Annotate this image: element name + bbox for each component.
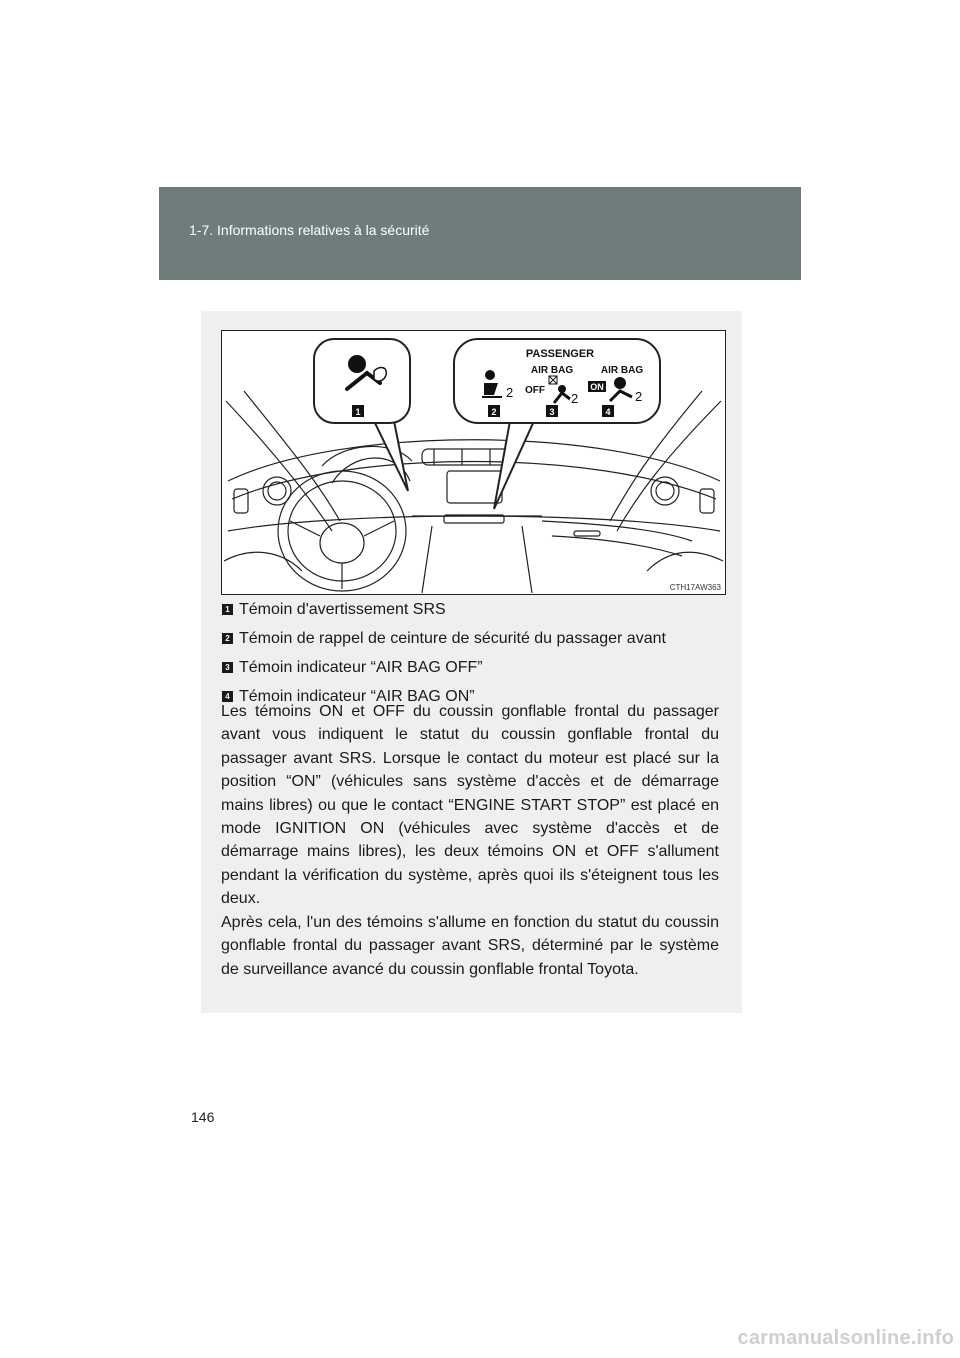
callout-1-number: 1 xyxy=(355,407,361,417)
page-number: 146 xyxy=(191,1109,215,1125)
watermark: carmanualsonline.info xyxy=(737,1327,954,1349)
legend-text-1: Témoin d'avertissement SRS xyxy=(239,600,446,618)
off-num-2: 2 xyxy=(571,391,579,406)
legend-text-4: Témoin indicateur “AIR BAG ON” xyxy=(239,687,475,705)
airbag-on-label: AIR BAG xyxy=(600,365,644,376)
content-box xyxy=(201,311,742,1013)
off-text: OFF xyxy=(525,385,545,396)
passenger-label: PASSENGER xyxy=(525,348,595,360)
legend-number-3: 3 xyxy=(222,662,233,673)
dashboard-illustration xyxy=(222,331,725,594)
on-text: ON xyxy=(590,382,604,392)
legend-text-2: Témoin de rappel de ceinture de sécurité du passager avant xyxy=(239,629,666,647)
paragraph-1: Les témoins ON et OFF du coussin gonflable frontal du passager avant vous indiquent le statut du coussin gonflable frontal du passager avant SRS. Lorsque le contact du moteur est placé sur la position “ON” (véhicules sans système d'accès et de démarrage mains libres) ou que le contact “ENGINE START STOP” est placé en mode IGNITION ON (véhicules avec système d'accès et de démarrage mains libres), les deux témoins ON et OFF s'allument pendant la vérification du système, après quoi ils s'éteignent tous les deux. xyxy=(221,703,719,908)
airbag-off-label: AIR BAG xyxy=(530,365,574,376)
figure-code: CTH17AW363 xyxy=(669,583,721,592)
on-num-2: 2 xyxy=(635,389,643,404)
legend-number-4: 4 xyxy=(222,691,233,702)
section-header xyxy=(159,187,801,280)
dashboard-figure xyxy=(221,330,726,595)
legend-item-3 xyxy=(222,653,722,682)
paragraph-2: Après cela, l'un des témoins s'allume en fonction du statut du coussin gonflable frontal du passager avant SRS, déterminé par le système de surveillance avancé du coussin gonflable frontal Toyota. xyxy=(221,914,719,978)
callout-3-number: 3 xyxy=(549,407,555,417)
legend-list xyxy=(222,595,722,711)
legend-number-2: 2 xyxy=(222,633,233,644)
legend-item-2 xyxy=(222,624,722,653)
callout-4-number: 4 xyxy=(605,407,611,417)
section-title: 1-7. Informations relatives à la sécurité xyxy=(189,222,430,238)
legend-item-1 xyxy=(222,595,722,624)
seat-num-2: 2 xyxy=(506,385,514,400)
legend-number-1: 1 xyxy=(222,604,233,615)
callout-2-number: 2 xyxy=(491,407,497,417)
legend-text-3: Témoin indicateur “AIR BAG OFF” xyxy=(239,658,483,676)
